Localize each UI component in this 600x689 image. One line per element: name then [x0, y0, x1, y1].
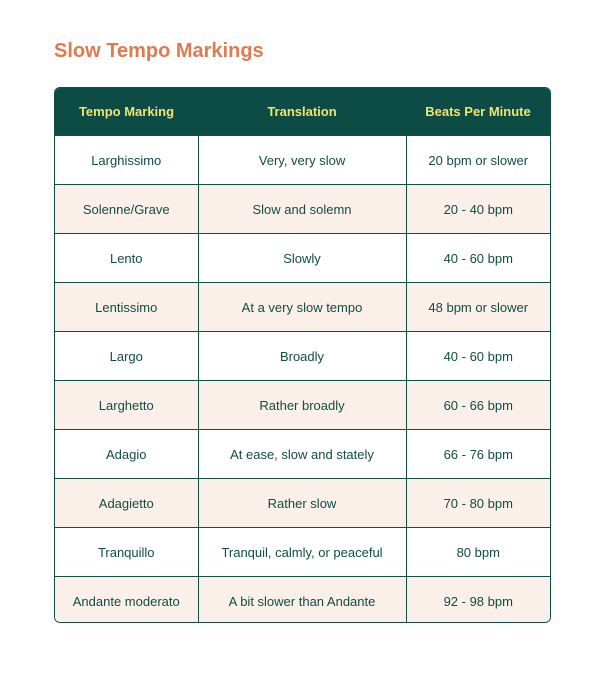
- header-row: [55, 88, 550, 136]
- cell-tempo-marking: Larghetto: [55, 381, 198, 430]
- table-body: [55, 136, 550, 624]
- header-beats-per-minute: Beats Per Minute: [406, 88, 550, 136]
- cell-tempo-marking: Adagietto: [55, 479, 198, 528]
- table-row: [55, 430, 550, 479]
- cell-bpm: 92 - 98 bpm: [406, 577, 550, 624]
- table-row: [55, 528, 550, 577]
- table-row: [55, 332, 550, 381]
- table-row: [55, 185, 550, 234]
- cell-tempo-marking: Solenne/Grave: [55, 185, 198, 234]
- cell-tempo-marking: Largo: [55, 332, 198, 381]
- cell-bpm: 60 - 66 bpm: [406, 381, 550, 430]
- cell-bpm: 40 - 60 bpm: [406, 234, 550, 283]
- cell-tempo-marking: Adagio: [55, 430, 198, 479]
- cell-bpm: 20 - 40 bpm: [406, 185, 550, 234]
- cell-bpm: 80 bpm: [406, 528, 550, 577]
- table-row: [55, 136, 550, 185]
- cell-tempo-marking: Tranquillo: [55, 528, 198, 577]
- header-translation: Translation: [198, 88, 406, 136]
- cell-translation: Rather broadly: [198, 381, 406, 430]
- table-row: [55, 234, 550, 283]
- cell-tempo-marking: Lento: [55, 234, 198, 283]
- cell-tempo-marking: Lentissimo: [55, 283, 198, 332]
- cell-tempo-marking: Larghissimo: [55, 136, 198, 185]
- cell-bpm: 20 bpm or slower: [406, 136, 550, 185]
- table-row: [55, 479, 550, 528]
- cell-bpm: 48 bpm or slower: [406, 283, 550, 332]
- cell-translation: Slowly: [198, 234, 406, 283]
- cell-translation: Very, very slow: [198, 136, 406, 185]
- cell-bpm: 70 - 80 bpm: [406, 479, 550, 528]
- tempo-table: [55, 88, 550, 623]
- cell-translation: Slow and solemn: [198, 185, 406, 234]
- table-header: [55, 88, 550, 136]
- table-row: [55, 577, 550, 624]
- table-row: [55, 381, 550, 430]
- cell-translation: At a very slow tempo: [198, 283, 406, 332]
- tempo-table-container: [54, 87, 551, 623]
- page-title: Slow Tempo Markings: [54, 40, 264, 62]
- cell-bpm: 66 - 76 bpm: [406, 430, 550, 479]
- cell-translation: At ease, slow and stately: [198, 430, 406, 479]
- cell-translation: A bit slower than Andante: [198, 577, 406, 624]
- cell-translation: Broadly: [198, 332, 406, 381]
- header-tempo-marking: Tempo Marking: [55, 88, 198, 136]
- cell-tempo-marking: Andante moderato: [55, 577, 198, 624]
- cell-translation: Rather slow: [198, 479, 406, 528]
- cell-bpm: 40 - 60 bpm: [406, 332, 550, 381]
- cell-translation: Tranquil, calmly, or peaceful: [198, 528, 406, 577]
- table-row: [55, 283, 550, 332]
